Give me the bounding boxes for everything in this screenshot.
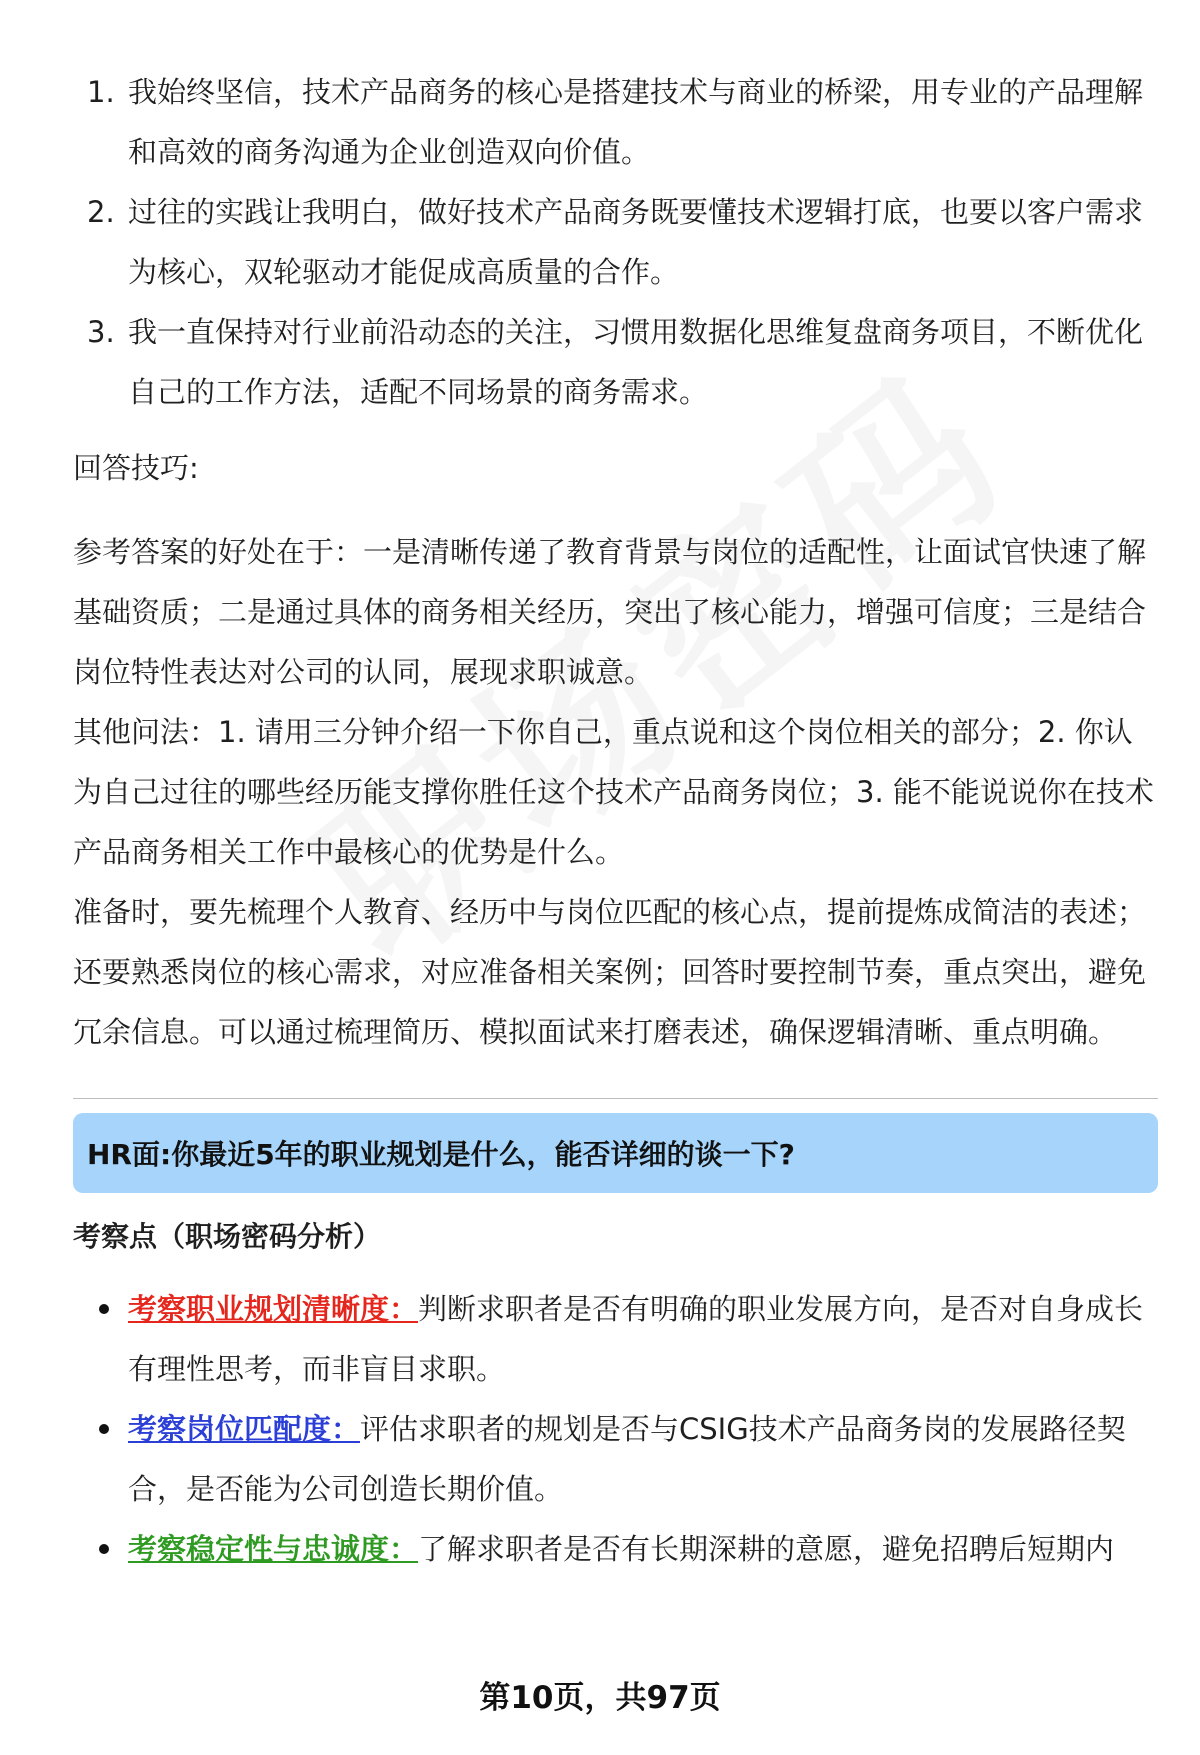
bullet-keyword: 考察岗位匹配度： bbox=[128, 1412, 361, 1446]
question-text: HR面:你最近5年的职业规划是什么，能否详细的谈一下? bbox=[87, 1138, 795, 1171]
list-item bbox=[73, 302, 1158, 422]
list-text: 我始终坚信，技术产品商务的核心是搭建技术与商业的桥梁，用专业的产品理解和高效的商务沟通为企业创造双向价值。 bbox=[128, 75, 1144, 169]
list-number: 3. bbox=[87, 315, 115, 349]
bullet-keyword: 考察稳定性与忠诚度： bbox=[128, 1532, 419, 1566]
list-text: 过往的实践让我明白，做好技术产品商务既要懂技术逻辑打底，也要以客户需求为核心，双轮驱动才能促成高质量的合作。 bbox=[128, 195, 1144, 289]
list-item bbox=[73, 62, 1158, 182]
bullet-list bbox=[73, 1279, 1158, 1579]
paragraph-advantages: 参考答案的好处在于：一是清晰传递了教育背景与岗位的适配性，让面试官快速了解基础资质；二是通过具体的商务相关经历，突出了核心能力，增强可信度；三是结合岗位特性表达对公司的认同，展现求职诚意。 bbox=[73, 535, 1147, 689]
page-footer: 第10页，共97页 bbox=[479, 1680, 721, 1716]
document-page bbox=[73, 62, 1158, 1579]
bullet-item bbox=[73, 1279, 1158, 1399]
bullet-text: 了解求职者是否有长期深耕的意愿，避免招聘后短期内 bbox=[418, 1532, 1115, 1566]
list-number: 1. bbox=[87, 75, 115, 109]
bullet-keyword: 考察职业规划清晰度： bbox=[128, 1292, 419, 1326]
bullet-icon bbox=[99, 1424, 109, 1434]
bullet-icon bbox=[99, 1544, 109, 1554]
bullet-item bbox=[73, 1399, 1158, 1519]
question-box bbox=[73, 1113, 1158, 1193]
divider bbox=[73, 1098, 1158, 1099]
list-text: 我一直保持对行业前沿动态的关注，习惯用数据化思维复盘商务项目，不断优化自己的工作方法，适配不同场景的商务需求。 bbox=[128, 315, 1144, 409]
bullet-item bbox=[73, 1519, 1158, 1579]
section-title: 考察点（职场密码分析） bbox=[73, 1220, 382, 1253]
bullet-text: 评估求职者的规划是否与CSIG技术产品商务岗的发展路径契合，是否能为公司创造长期价值。 bbox=[128, 1412, 1126, 1506]
paragraph-other-questions: 其他问法：1. 请用三分钟介绍一下你自己，重点说和这个岗位相关的部分；2. 你认为自己过往的哪些经历能支撑你胜任这个技术产品商务岗位；3. 能不能说说你在技术产品商务相关工作中最核心的优势是什么。 bbox=[73, 715, 1154, 869]
list-number: 2. bbox=[87, 195, 115, 229]
paragraph-preparation: 准备时，要先梳理个人教育、经历中与岗位匹配的核心点，提前提炼成简洁的表述；还要熟悉岗位的核心需求，对应准备相关案例；回答时要控制节奏，重点突出，避免冗余信息。可以通过梳理简历、模拟面试来打磨表述，确保逻辑清晰、重点明确。 bbox=[73, 895, 1147, 1049]
list-item bbox=[73, 182, 1158, 302]
tips-label: 回答技巧: bbox=[73, 451, 199, 485]
numbered-list bbox=[73, 62, 1158, 422]
bullet-icon bbox=[99, 1304, 109, 1314]
bullet-text: 判断求职者是否有明确的职业发展方向，是否对自身成长有理性思考，而非盲目求职。 bbox=[128, 1292, 1144, 1386]
